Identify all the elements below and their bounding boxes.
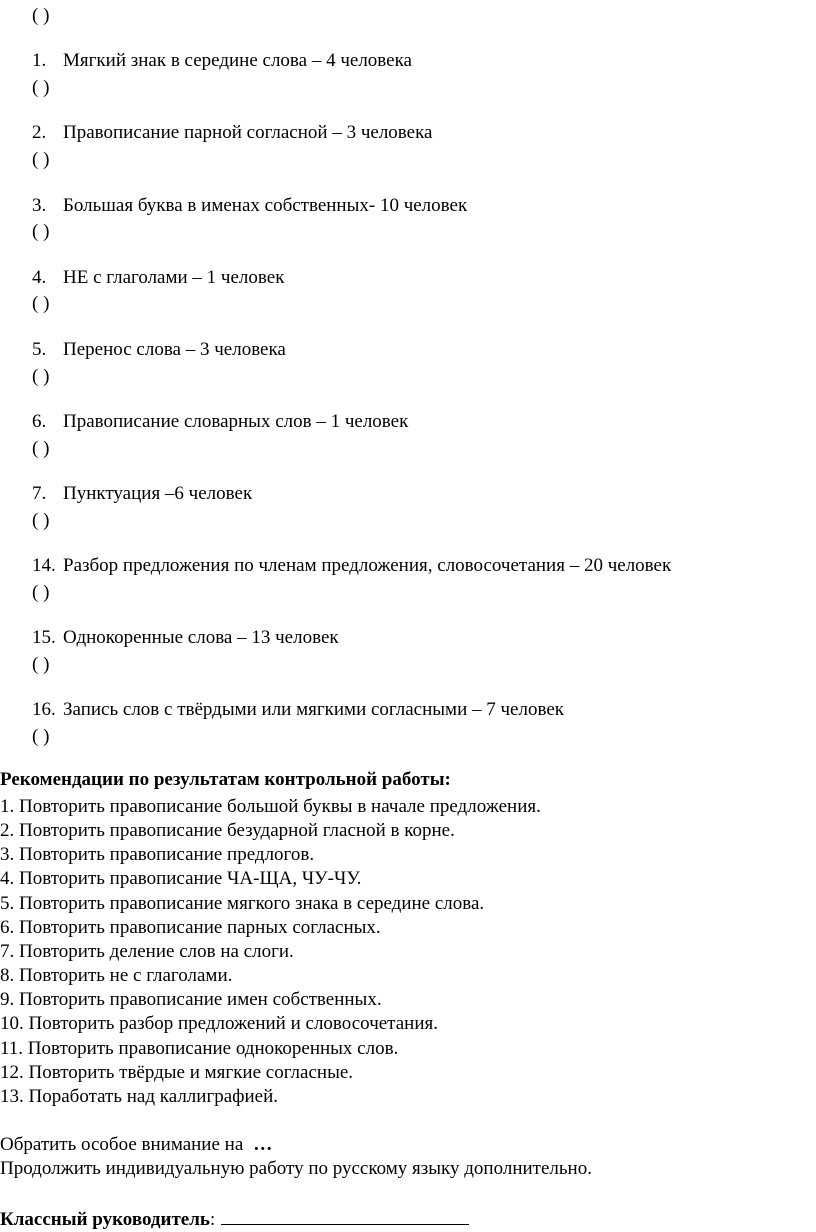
item-text: Правописание парной согласной – 3 человека — [63, 122, 433, 143]
paren-placeholder: ( ) — [32, 726, 50, 747]
item-number: 16. — [32, 699, 56, 720]
continue-text: Продолжить индивидуальную работу по русскому языку дополнительно. — [0, 1158, 592, 1179]
item-text: Пунктуация –6 человек — [63, 483, 253, 504]
list-item: 9. Повторить правописание имен собственных. — [0, 989, 382, 1010]
list-item: 12. Повторить твёрдые и мягкие согласные. — [0, 1062, 354, 1083]
item-number: 7. — [32, 483, 47, 504]
item-text: Мягкий знак в середине слова – 4 человека — [63, 50, 412, 71]
list-item: 13. Поработать над каллиграфией. — [0, 1086, 279, 1107]
paren-placeholder: ( ) — [32, 366, 50, 387]
paren-placeholder: ( ) — [32, 293, 50, 314]
signature-line — [0, 1206, 469, 1232]
list-item: 4. Повторить правописание ЧА-ЩА, ЧУ-ЧУ. — [0, 868, 362, 889]
item-text: Запись слов с твёрдыми или мягкими согласными – 7 человек — [63, 699, 564, 720]
list-item: 8. Повторить не с глаголами. — [0, 965, 233, 986]
list-item — [32, 121, 432, 145]
list-item — [32, 266, 284, 290]
attention-line — [0, 1133, 272, 1157]
item-text: Большая буква в именах собственных- 10 человек — [63, 195, 468, 216]
list-item — [32, 338, 286, 362]
paren-placeholder: ( ) — [32, 221, 50, 242]
list-item: 3. Повторить правописание предлогов. — [0, 844, 315, 865]
item-number: 2. — [32, 122, 47, 143]
paren-placeholder: ( ) — [32, 77, 50, 98]
list-item — [32, 194, 467, 218]
paren-placeholder: ( ) — [32, 149, 50, 170]
paren-placeholder: ( ) — [32, 5, 50, 26]
item-text: Однокоренные слова – 13 человек — [63, 627, 339, 648]
list-item — [32, 626, 339, 650]
item-number: 6. — [32, 411, 47, 432]
list-item: 7. Повторить деление слов на слоги. — [0, 941, 294, 962]
list-item: 6. Повторить правописание парных согласных. — [0, 917, 381, 938]
item-text: Правописание словарных слов – 1 человек — [63, 411, 409, 432]
paren-placeholder: ( ) — [32, 582, 50, 603]
item-number: 3. — [32, 195, 47, 216]
paren-placeholder: ( ) — [32, 654, 50, 675]
recommendations-heading: Рекомендации по результатам контрольной работы: — [0, 769, 451, 790]
attention-text: Обратить особое внимание на — [0, 1134, 244, 1155]
paren-placeholder: ( ) — [32, 438, 50, 459]
list-item — [32, 698, 564, 722]
signature-colon: : — [209, 1209, 216, 1230]
list-item — [32, 410, 408, 434]
list-item — [32, 482, 252, 506]
list-item: 10. Повторить разбор предложений и словосочетания. — [0, 1013, 438, 1034]
list-item — [32, 554, 671, 578]
item-number: 5. — [32, 339, 47, 360]
item-number: 15. — [32, 627, 56, 648]
attention-ellipsis: … — [253, 1134, 273, 1155]
paren-placeholder: ( ) — [32, 510, 50, 531]
list-item: 1. Повторить правописание большой буквы в начале предложения. — [0, 796, 541, 817]
item-number: 4. — [32, 267, 47, 288]
list-item: 2. Повторить правописание безударной гласной в корне. — [0, 820, 455, 841]
signature-field[interactable] — [221, 1206, 469, 1225]
list-item: 11. Повторить правописание однокоренных слов. — [0, 1038, 399, 1059]
item-number: 14. — [32, 555, 56, 576]
list-item — [32, 49, 412, 73]
signature-label: Классный руководитель — [0, 1209, 210, 1230]
item-text: Разбор предложения по членам предложения, словосочетания – 20 человек — [63, 555, 672, 576]
item-text: НЕ с глаголами – 1 человек — [63, 267, 285, 288]
list-item: 5. Повторить правописание мягкого знака в середине слова. — [0, 893, 485, 914]
item-text: Перенос слова – 3 человека — [63, 339, 286, 360]
item-number: 1. — [32, 50, 47, 71]
